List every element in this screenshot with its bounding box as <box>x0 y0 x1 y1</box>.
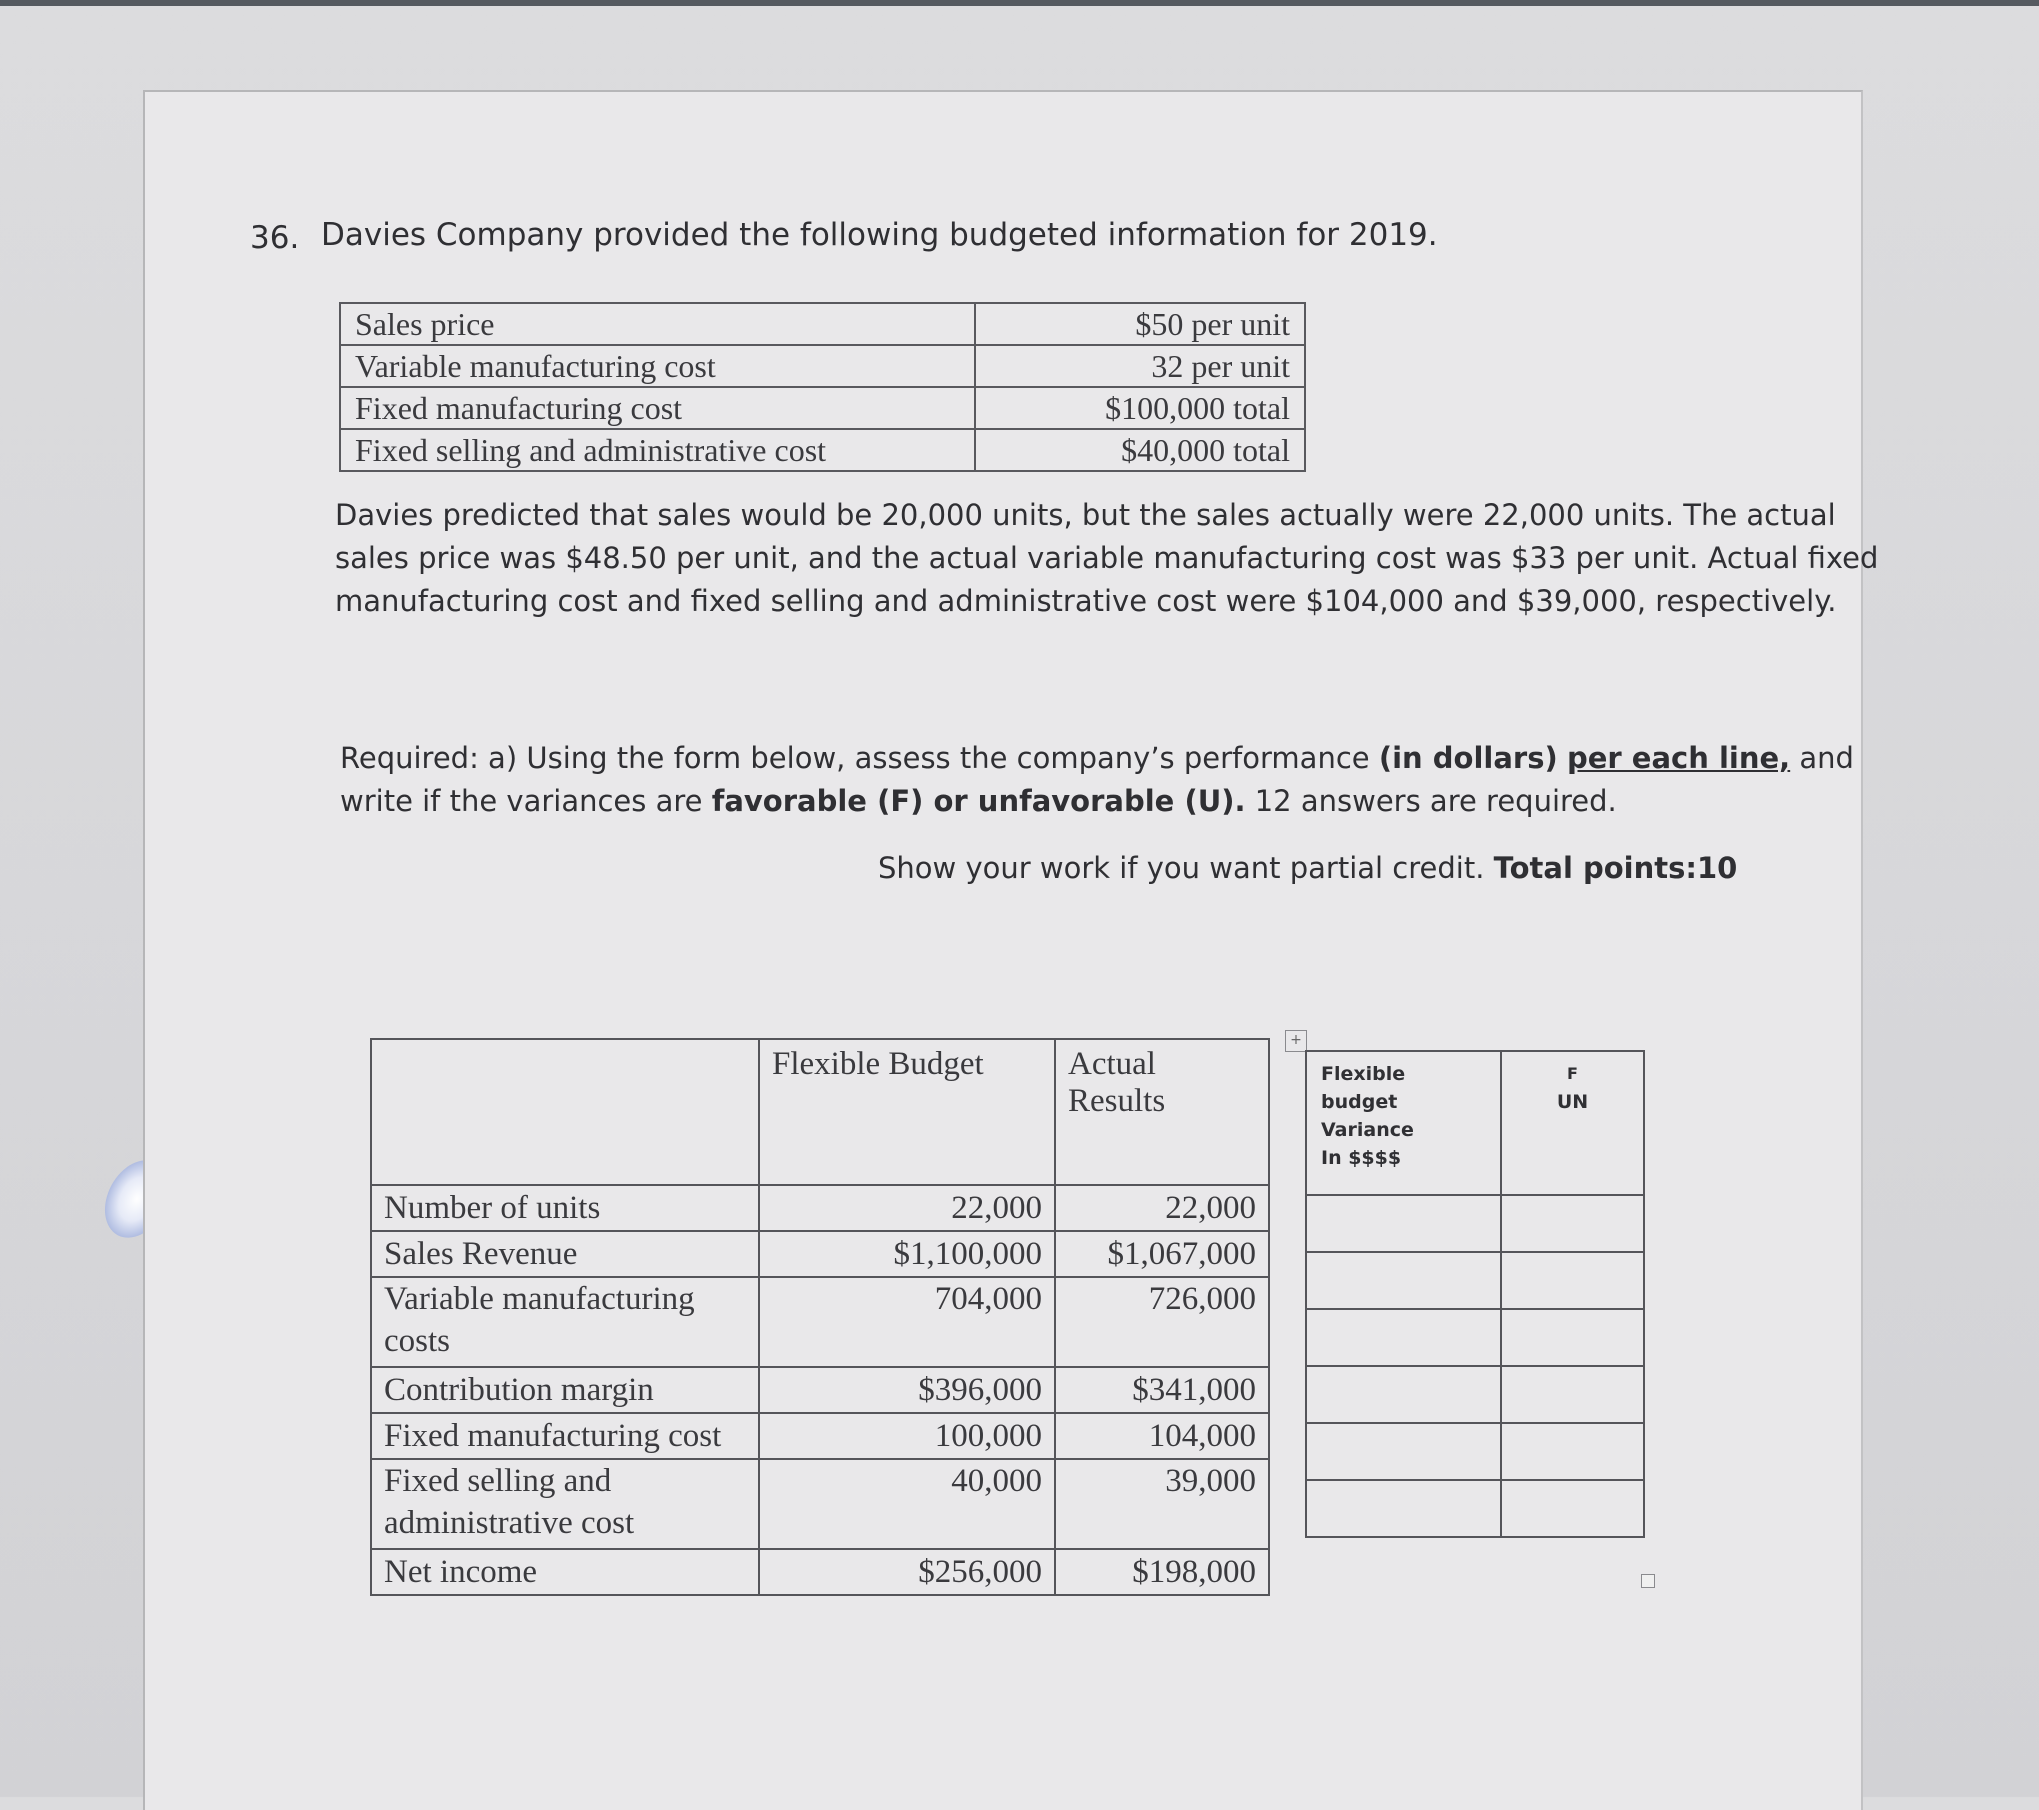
table-header-row <box>371 1039 1269 1185</box>
flexible-value: 22,000 <box>759 1185 1055 1231</box>
table-resize-handle[interactable] <box>1641 1574 1655 1588</box>
header-empty-cell <box>371 1039 759 1185</box>
header-actual-results <box>1055 1039 1269 1185</box>
info-value: $100,000 total <box>975 387 1305 429</box>
header-actual-line2: Results <box>1068 1083 1166 1119</box>
variance-row <box>1306 1309 1644 1366</box>
info-value: $40,000 total <box>975 429 1305 471</box>
row-label: Number of units <box>371 1185 759 1231</box>
performance-table <box>370 1038 1270 1596</box>
budget-info-table <box>339 302 1306 472</box>
fu-input-cell[interactable] <box>1501 1480 1644 1537</box>
flexible-value: 100,000 <box>759 1413 1055 1459</box>
row-label: Variable manufacturing costs <box>371 1277 759 1367</box>
table-row <box>371 1231 1269 1277</box>
table-row <box>371 1185 1269 1231</box>
variance-row <box>1306 1195 1644 1252</box>
required-bold-per-line: per each line, <box>1566 741 1791 775</box>
variance-header-row <box>1306 1051 1644 1195</box>
required-mid: and write if the variances are <box>340 741 1854 818</box>
info-label: Fixed manufacturing cost <box>340 387 975 429</box>
variance-header <box>1306 1051 1501 1195</box>
row-label: Contribution margin <box>371 1367 759 1413</box>
variance-header-line: In $$$$ <box>1321 1147 1402 1169</box>
fu-input-cell[interactable] <box>1501 1366 1644 1423</box>
actual-value: 726,000 <box>1055 1277 1269 1367</box>
required-bold-dollars: (in dollars) <box>1378 741 1558 775</box>
flexible-value: 40,000 <box>759 1459 1055 1549</box>
fu-input-cell[interactable] <box>1501 1252 1644 1309</box>
table-row <box>340 303 1305 345</box>
actual-value: 22,000 <box>1055 1185 1269 1231</box>
info-label: Sales price <box>340 303 975 345</box>
table-row <box>371 1277 1269 1367</box>
variance-row <box>1306 1252 1644 1309</box>
variance-input-cell[interactable] <box>1306 1309 1501 1366</box>
variance-header-line: Flexible <box>1321 1063 1406 1085</box>
row-label: Sales Revenue <box>371 1231 759 1277</box>
fu-header-line: F <box>1567 1064 1578 1083</box>
actual-value: 39,000 <box>1055 1459 1269 1549</box>
row-label: Fixed manufacturing cost <box>371 1413 759 1459</box>
document-page <box>143 90 1879 1810</box>
fu-input-cell[interactable] <box>1501 1195 1644 1252</box>
variance-header-line: budget <box>1321 1091 1398 1113</box>
variance-row <box>1306 1423 1644 1480</box>
required-suffix: 12 answers are required. <box>1245 784 1617 818</box>
show-work-text: Show your work if you want partial credit. <box>878 851 1494 885</box>
fu-input-cell[interactable] <box>1501 1423 1644 1480</box>
question-title: Davies Company provided the following budgeted information for 2019. <box>321 217 1438 253</box>
required-bold-favorable: favorable (F) or unfavorable (U). <box>711 784 1246 818</box>
row-label: Net income <box>371 1549 759 1595</box>
actual-value: 104,000 <box>1055 1413 1269 1459</box>
variance-input-cell[interactable] <box>1306 1195 1501 1252</box>
header-actual-line1: Actual <box>1068 1046 1156 1082</box>
variance-table <box>1305 1050 1645 1538</box>
variance-header-line: Variance <box>1321 1119 1414 1141</box>
table-move-handle[interactable]: + <box>1285 1030 1307 1052</box>
fu-header <box>1501 1051 1644 1195</box>
info-label: Variable manufacturing cost <box>340 345 975 387</box>
flexible-value: $256,000 <box>759 1549 1055 1595</box>
info-value: 32 per unit <box>975 345 1305 387</box>
total-points: Total points:10 <box>1493 851 1738 885</box>
variance-input-cell[interactable] <box>1306 1252 1501 1309</box>
table-row <box>340 429 1305 471</box>
actual-value: $1,067,000 <box>1055 1231 1269 1277</box>
info-value: $50 per unit <box>975 303 1305 345</box>
table-row <box>371 1367 1269 1413</box>
row-label: Fixed selling and administrative cost <box>371 1459 759 1549</box>
variance-row <box>1306 1366 1644 1423</box>
question-number: 36. <box>250 220 300 256</box>
actual-value: $198,000 <box>1055 1549 1269 1595</box>
required-prefix: Required: a) Using the form below, assess the company’s performance <box>340 741 1379 775</box>
flexible-value: 704,000 <box>759 1277 1055 1367</box>
fu-header-line: UN <box>1556 1091 1589 1113</box>
header-flexible-budget: Flexible Budget <box>759 1039 1055 1185</box>
actual-value: $341,000 <box>1055 1367 1269 1413</box>
required-instructions <box>340 737 1860 823</box>
show-work-note <box>878 847 1737 890</box>
table-row <box>340 387 1305 429</box>
fu-input-cell[interactable] <box>1501 1309 1644 1366</box>
top-edge <box>0 0 2039 6</box>
variance-input-cell[interactable] <box>1306 1423 1501 1480</box>
variance-row <box>1306 1480 1644 1537</box>
table-row <box>371 1413 1269 1459</box>
flexible-value: $1,100,000 <box>759 1231 1055 1277</box>
info-label: Fixed selling and administrative cost <box>340 429 975 471</box>
table-row <box>371 1549 1269 1595</box>
variance-input-cell[interactable] <box>1306 1366 1501 1423</box>
table-row <box>371 1459 1269 1549</box>
variance-input-cell[interactable] <box>1306 1480 1501 1537</box>
flexible-value: $396,000 <box>759 1367 1055 1413</box>
table-row <box>340 345 1305 387</box>
problem-paragraph: Davies predicted that sales would be 20,000 units, but the sales actually were 22,000 units. The actual sales price was $48.50 per unit, and the actual variable manufacturing cost was $33 per unit. Actual fixed manufacturing cost and fixed selling and administrative cost were $104,000 and $39,000, respectively. <box>335 498 1879 618</box>
